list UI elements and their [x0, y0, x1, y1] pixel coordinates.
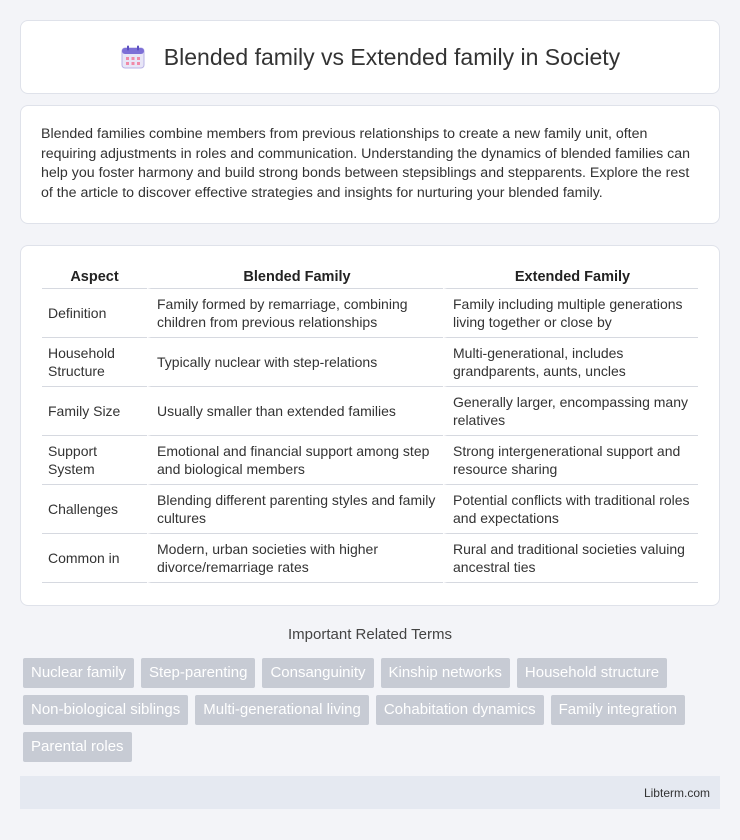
related-term-tag[interactable]: Parental roles [23, 732, 132, 762]
table-cell: Family including multiple generations living together or close by [443, 289, 698, 338]
table-row [42, 485, 698, 534]
related-terms-title: Important Related Terms [288, 626, 452, 643]
column-header: Extended Family [443, 265, 698, 289]
table-cell: Challenges [42, 485, 147, 534]
related-term-tag[interactable]: Consanguinity [262, 658, 373, 688]
table-row [42, 338, 698, 387]
table-cell: Family Size [42, 387, 147, 436]
footer [20, 776, 720, 809]
table-cell: Generally larger, encompassing many relatives [443, 387, 698, 436]
related-term-tag[interactable]: Nuclear family [23, 658, 134, 688]
related-term-tag[interactable]: Multi-generational living [195, 695, 369, 725]
table-cell: Typically nuclear with step-relations [147, 338, 443, 387]
table-cell: Family formed by remarriage, combining children from previous relationships [147, 289, 443, 338]
title-card [20, 20, 720, 94]
table-cell: Usually smaller than extended families [147, 387, 443, 436]
table-row [42, 289, 698, 338]
related-term-tag[interactable]: Household structure [517, 658, 667, 688]
column-header: Blended Family [147, 265, 443, 289]
related-term-tag[interactable]: Cohabitation dynamics [376, 695, 544, 725]
intro-card [20, 105, 720, 224]
table-row [42, 534, 698, 583]
table-cell: Blending different parenting styles and family cultures [147, 485, 443, 534]
table-cell: Household Structure [42, 338, 147, 387]
table-cell: Definition [42, 289, 147, 338]
table-cell: Modern, urban societies with higher divorce/remarriage rates [147, 534, 443, 583]
column-header: Aspect [42, 265, 147, 289]
footer-site-link[interactable]: Libterm.com [643, 786, 710, 800]
table-cell: Rural and traditional societies valuing ancestral ties [443, 534, 698, 583]
related-term-tag[interactable]: Kinship networks [381, 658, 510, 688]
calendar-icon [120, 44, 146, 70]
table-cell: Support System [42, 436, 147, 485]
table-cell: Emotional and financial support among step and biological members [147, 436, 443, 485]
related-term-tag[interactable]: Family integration [551, 695, 685, 725]
related-terms-list [23, 658, 723, 762]
table-cell: Strong intergenerational support and resource sharing [443, 436, 698, 485]
related-term-tag[interactable]: Non-biological siblings [23, 695, 188, 725]
comparison-table-card [20, 245, 720, 606]
table-cell: Multi-generational, includes grandparents, aunts, uncles [443, 338, 698, 387]
table-row [42, 436, 698, 485]
table-cell: Potential conflicts with traditional roles and expectations [443, 485, 698, 534]
table-cell: Common in [42, 534, 147, 583]
page-title: Blended family vs Extended family in Society [163, 43, 621, 70]
related-term-tag[interactable]: Step-parenting [141, 658, 255, 688]
table-header-row [42, 265, 698, 289]
table-row [42, 387, 698, 436]
intro-text: Blended families combine members from previous relationships to create a new family unit, often requiring adjustments in roles and communication. Understanding the dynamics of blended families can help you foster harmony and build strong bonds between stepsiblings and stepparents. Explore the rest of the article to discover effective strategies and insights for nurturing your blended family. [41, 126, 691, 201]
comparison-table [42, 265, 698, 583]
